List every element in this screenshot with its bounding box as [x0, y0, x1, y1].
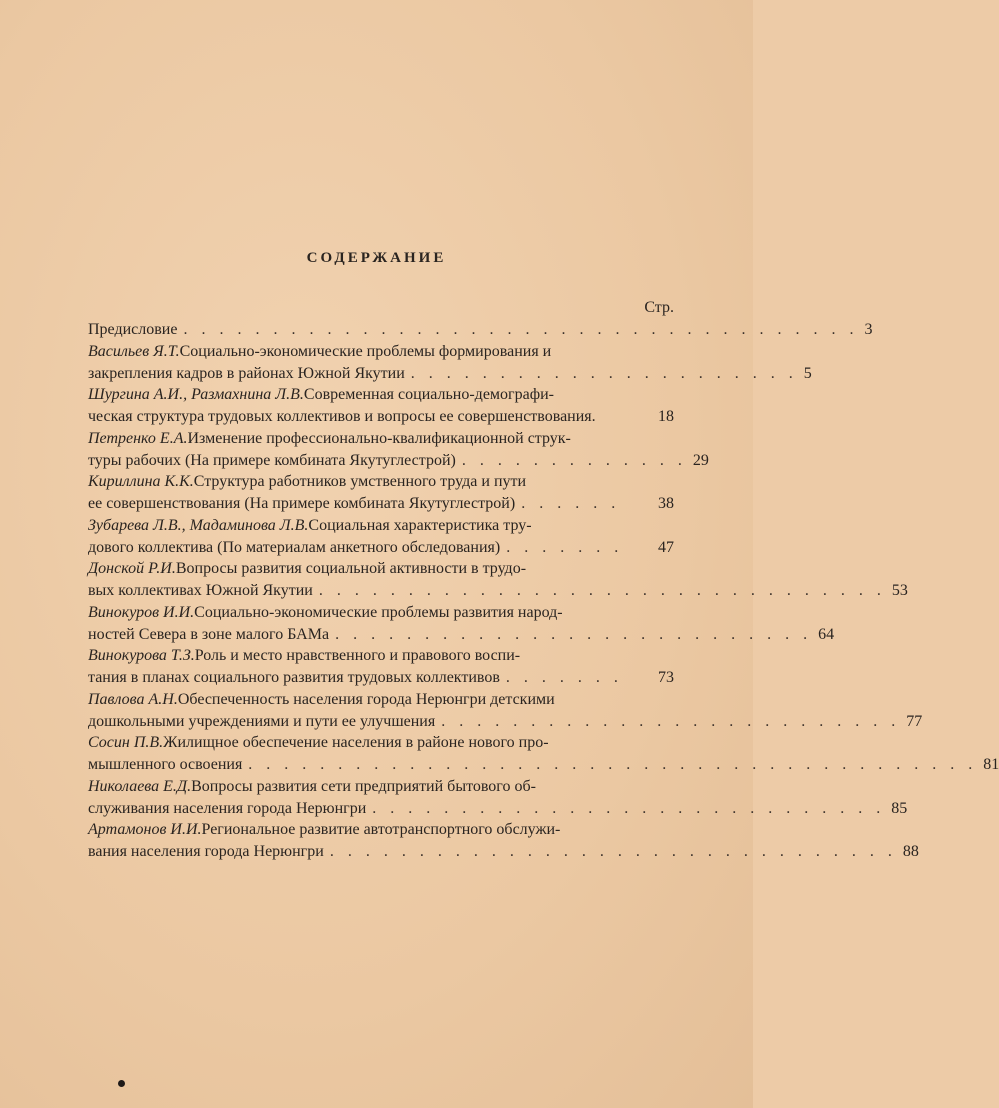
table-of-contents — [88, 319, 999, 863]
entry-title-continued: закрепления кадров в районах Южной Якутии — [88, 364, 405, 382]
toc-line — [88, 711, 923, 733]
entry-title-continued: мышленного освоения — [88, 756, 243, 773]
entry-title-continued: вания населения города Нерюнгри — [88, 843, 324, 860]
dot-leader: . . . . . . . . . . . . . . . . . . . . . . . . . . . . . . . . . . . . . . . . . — [248, 756, 978, 773]
toc-line — [88, 841, 919, 863]
toc-entry — [88, 819, 919, 863]
page-number: 53 — [891, 582, 908, 599]
toc-line — [88, 580, 908, 602]
toc-line — [88, 384, 674, 406]
entry-author: Петренко Е.А. — [88, 429, 188, 447]
page-number: 18 — [658, 408, 674, 425]
page-number: 64 — [818, 625, 835, 643]
toc-entry — [88, 732, 999, 776]
toc-entry — [88, 471, 674, 515]
toc-line — [88, 754, 999, 776]
toc-entry — [88, 602, 835, 646]
dot-leader: . . . . . . . — [505, 669, 623, 686]
toc-line — [88, 471, 674, 493]
entry-title-continued: ческая структура трудовых коллективов и вопросы ее совершенствования. — [88, 408, 596, 425]
toc-line — [88, 798, 908, 820]
entry-author: Сосин П.В. — [88, 734, 164, 751]
page-column-header: Стр. — [644, 299, 674, 316]
page-number: 29 — [692, 451, 709, 469]
page-number: 47 — [658, 538, 674, 556]
entry-title: Структура работников умственного труда и пути — [193, 473, 527, 490]
toc-line — [88, 667, 674, 689]
dot-leader: . . . . . . . . . . . . . . . . . . . . . . . . . . . . . — [372, 799, 886, 817]
entry-title: Вопросы развития сети предприятий бытового об- — [191, 777, 536, 795]
toc-line — [88, 558, 674, 580]
entry-title-continued: служивания населения города Нерюнгри — [88, 799, 367, 817]
page-number: 88 — [902, 843, 919, 860]
toc-entry — [88, 428, 709, 472]
entry-title-continued: ностей Севера в зоне малого БАМа — [88, 625, 330, 643]
dot-leader: . . . . . . . . . . . . . . . . . . . . . . . . . . . — [335, 625, 813, 643]
toc-entry — [88, 558, 908, 602]
entry-author: Артамонов И.И. — [88, 821, 202, 838]
entry-title: Региональное развитие автотранспортного обслужи- — [201, 821, 561, 838]
page-number: 3 — [864, 321, 873, 338]
toc-line — [88, 819, 674, 841]
entry-title: Предисловие — [88, 321, 178, 338]
toc-line — [88, 493, 674, 515]
toc-line — [88, 341, 674, 363]
entry-author: Винокурова Т.З. — [88, 647, 195, 664]
entry-title: Современная социально-демографи- — [303, 386, 554, 403]
entry-author: Винокуров И.И. — [88, 603, 195, 621]
ink-spot — [118, 1080, 125, 1087]
entry-author: Донской Р.И. — [88, 560, 176, 577]
toc-entry — [88, 319, 873, 341]
toc-line — [88, 732, 674, 754]
toc-entry — [88, 384, 674, 428]
entry-title-continued: ее совершенствования (На примере комбината Якутуглестрой) — [88, 495, 516, 512]
toc-line — [88, 624, 835, 646]
entry-title-continued: дошкольными учреждениями и пути ее улучшения — [88, 712, 436, 730]
entry-title-continued: туры рабочих (На примере комбината Якутуглестрой) — [88, 451, 456, 469]
entry-title: Социально-экономические проблемы формирования и — [179, 342, 552, 360]
entry-title: Роль и место нравственного и правового воспи- — [194, 647, 521, 664]
page-number: 38 — [658, 495, 674, 512]
entry-title-continued: вых коллективах Южной Якутии — [88, 582, 313, 599]
entry-title: Социальная характеристика тру- — [308, 516, 532, 534]
toc-line — [88, 363, 812, 385]
toc-entry — [88, 689, 923, 733]
entry-title-continued: тания в планах социального развития трудовых коллективов — [88, 669, 500, 686]
toc-line — [88, 319, 873, 341]
entry-author: Кириллина К.К. — [88, 473, 194, 490]
toc-entry — [88, 776, 908, 820]
toc-line — [88, 689, 674, 711]
toc-entry — [88, 515, 674, 559]
dot-leader: . . . . . . . — [506, 538, 624, 556]
dot-leader: . . . . . . . . . . . . . . . . . . . . . . . . . . . . . . . . — [329, 843, 897, 860]
entry-title: Социально-экономические проблемы развития народ- — [194, 603, 563, 621]
page-number: 77 — [906, 712, 923, 730]
dot-leader: . . . . . . . . . . . . . — [461, 451, 687, 469]
entry-title: Жилищное обеспечение населения в районе нового про- — [163, 734, 549, 751]
toc-line — [88, 645, 674, 667]
dot-leader: . . . . . . . . . . . . . . . . . . . . . . — [410, 364, 798, 382]
entry-title: Обеспеченность населения города Нерюнгри детскими — [177, 690, 555, 708]
toc-line — [88, 428, 674, 450]
dot-leader: . . . . . . . . . . . . . . . . . . . . . . . . . . . . . . . . . . . . . . — [183, 321, 859, 338]
page-number: 85 — [891, 799, 908, 817]
entry-author: Николаева Е.Д. — [88, 777, 192, 795]
toc-line — [88, 776, 674, 798]
page-title: СОДЕРЖАНИЕ — [306, 250, 447, 266]
dot-leader: . . . . . . — [521, 495, 621, 512]
toc-line — [88, 602, 674, 624]
entry-title: Изменение профессионально-квалификационной струк- — [187, 429, 571, 447]
dot-leader: . . . . . . . . . . . . . . . . . . . . . . . . . . . . . . . . — [318, 582, 886, 599]
toc-line — [88, 450, 709, 472]
dot-leader: . . . . . . . . . . . . . . . . . . . . . . . . . . — [441, 712, 901, 730]
page-number: 81 — [983, 756, 999, 773]
entry-author: Павлова А.Н. — [88, 690, 178, 708]
entry-author: Васильев Я.Т. — [88, 342, 180, 360]
toc-line — [88, 515, 674, 537]
toc-entry — [88, 341, 812, 385]
toc-line — [88, 537, 674, 559]
entry-author: Зубарева Л.В., Мадаминова Л.В. — [88, 516, 309, 534]
entry-title-continued: дового коллектива (По материалам анкетного обследования) — [88, 538, 501, 556]
page-number: 5 — [803, 364, 812, 382]
page-number: 73 — [658, 669, 674, 686]
entry-author: Шургина А.И., Размахнина Л.В. — [88, 386, 304, 403]
entry-title: Вопросы развития социальной активности в трудо- — [175, 560, 527, 577]
toc-line — [88, 406, 674, 428]
toc-entry — [88, 645, 674, 689]
